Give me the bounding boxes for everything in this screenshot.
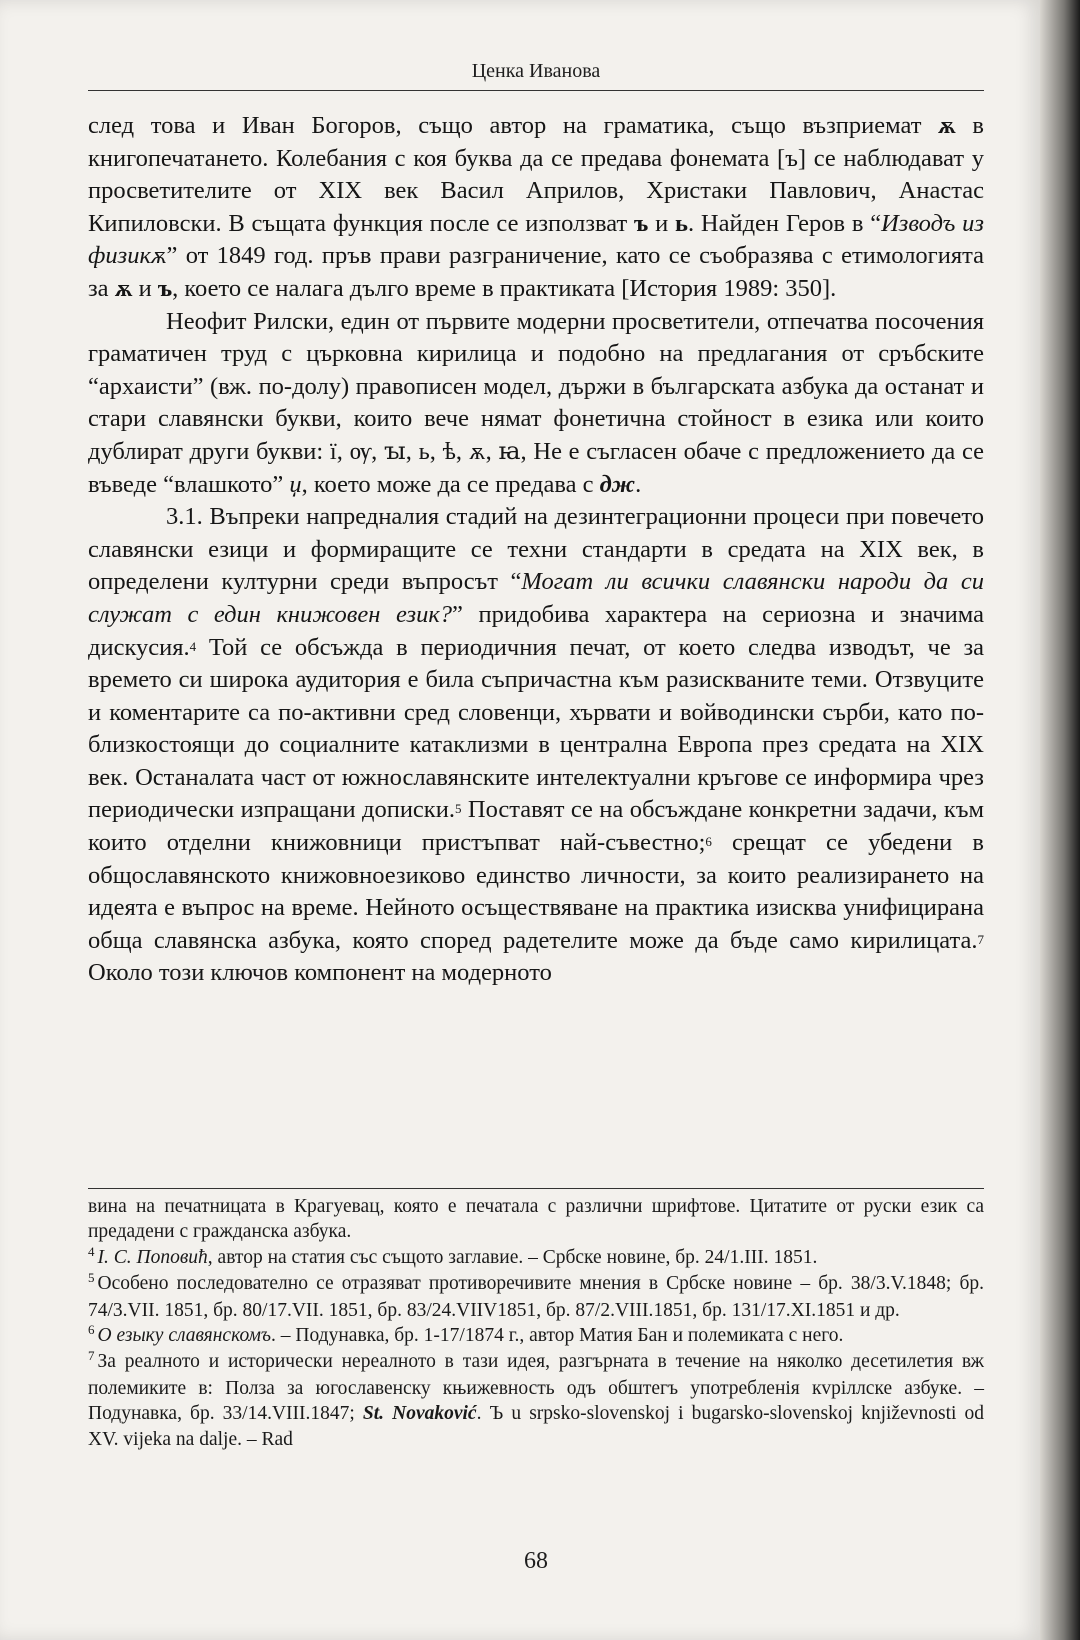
footnote-ref-7[interactable]: 7 [977, 931, 984, 947]
main-text [88, 110, 984, 990]
page-edge-shadow [1040, 0, 1080, 1640]
page-number: 68 [524, 1548, 548, 1574]
footnote-6: $^6$ О езыку славянскомъ. – Подунавка, бр. 1-17/1874 г., автор Матия Бан и полемиката с него. [88, 1322, 844, 1347]
book-title: Изводъ из физикѫ [88, 209, 984, 270]
running-head: Ценка Иванова [471, 60, 601, 82]
footnote-4: $^4$ I. С. Поповић, автор на статия със същото заглавие. – Србске новине, бр. 24/1.III. 1851. [88, 1243, 818, 1268]
paragraph-3: 3.1. Въпреки напредналия стадий на дезинтеграционни процеси при повечето славянски езици и формиращите се техни стандарти в средата на XIX век, в определени културни среди въпросът “Могат ли всички славянски народи да си служат с един книжовен език?” придобива характера на сериозна и значима дискусия.$^4$ Той се обсъжда в периодичния печат, от което следва изводът, че за времето си широка аудитория е била съпричастна към разискваните теми. Отзвуците и коментарите са по-активни сред словенци, хървати и войводински сърби, като по-близкостоящи до социалните катаклизми в централна Европа през средата на XIX век. Останалата част от южнославянските интелектуални кръгове се информира чрез периодически изпращани дописки.$^5$ Поставят се на обсъждане конкретни задачи, към които отделни книжовници пристъпват най-съвестно;$^6$ срещат се убедени в общославянското книжовноезиково единство личности, за които реализирането на идеята е въпрос на време. Нейното осъществяване на практика изисква унифицирана обща славянска азбука, която според радетелите може да бъде само кирилицата.$^7$ Около този ключов компонент на модерното [88, 503, 985, 987]
header-rule [88, 90, 984, 91]
footnote-rule [88, 1188, 984, 1189]
footnotes [88, 1194, 984, 1452]
footnote-continued: вина на печатницата в Крагуевац, която е печатала с различни шрифтове. Цитатите от руски език са предадени с гражданска азбука. [88, 1196, 984, 1243]
footnote-ref-6[interactable]: 6 [705, 834, 712, 850]
paragraph-1: след това и Иван Богоров, също автор на граматика, също възприемат ѫ в книгопечатането. Колебания с коя буква да се предава фонемата [ъ] се наблюдават у просветителите от XIX век Васил Априлов, Христаки Павлович, Анастас Кипиловски. В същата функция после се използват ъ и ь. Найден Геров в “Изводъ из физикѫ” от 1849 год. пръв прави разграничение, като се съобразява с етимологията за ѫ и ъ, което се налага дълго време в практиката [История 1989: 350]. [88, 112, 984, 302]
footnote-ref-5[interactable]: 5 [454, 801, 462, 817]
footnote-ref-4[interactable]: 4 [189, 638, 197, 654]
paragraph-2: Неофит Рилски, един от първите модерни просветители, отпечатва посочения граматичен труд с църковна кирилица и подобно на предлагания от сръбските “архаисти” (вж. по-долу) правописен модел, държи в българската азбука да останат и стари славянски букви, които вече нямат фонетична стойност в езика или които дублират други букви: ї, ѹ, ꙑ, ь, ѣ, ѫ, ꙗ, Не е съгласен обаче с предложението да се въведе “влашкото” џ, което може да се предава с дж. [88, 307, 984, 498]
footnote-5: $^5$ Особено последователно се отразяват противоречивите мнения в Србске новине – бр. 38/3.V.1848; бр. 74/3.VII. 1851, бр. 80/17.VII. 1851, бр. 83/24.VIIV1851, бр. 87/2.VIII.1851, бр. 131/17.XI.1851 и др. [88, 1270, 984, 1321]
question-quote: Могат ли всички славянски народи да си служат с един книжовен език? [88, 568, 984, 628]
footnote-7: $^7$ За реалното и исторически нереалното в тази идея, разгърната в течение на няколко десетилетия вж полемиките в: Полза за югославенску књижевность одъ обштегъ употребленiя кvрiллске азбуке. – Подунавка, бр. 33/14.VIII.1847; St. Novaković. Ъ u srpsko-slovenskoj i bugarsko-slovenskoj književnosti od XV. vijeka na dalje. – Rad [88, 1348, 984, 1450]
